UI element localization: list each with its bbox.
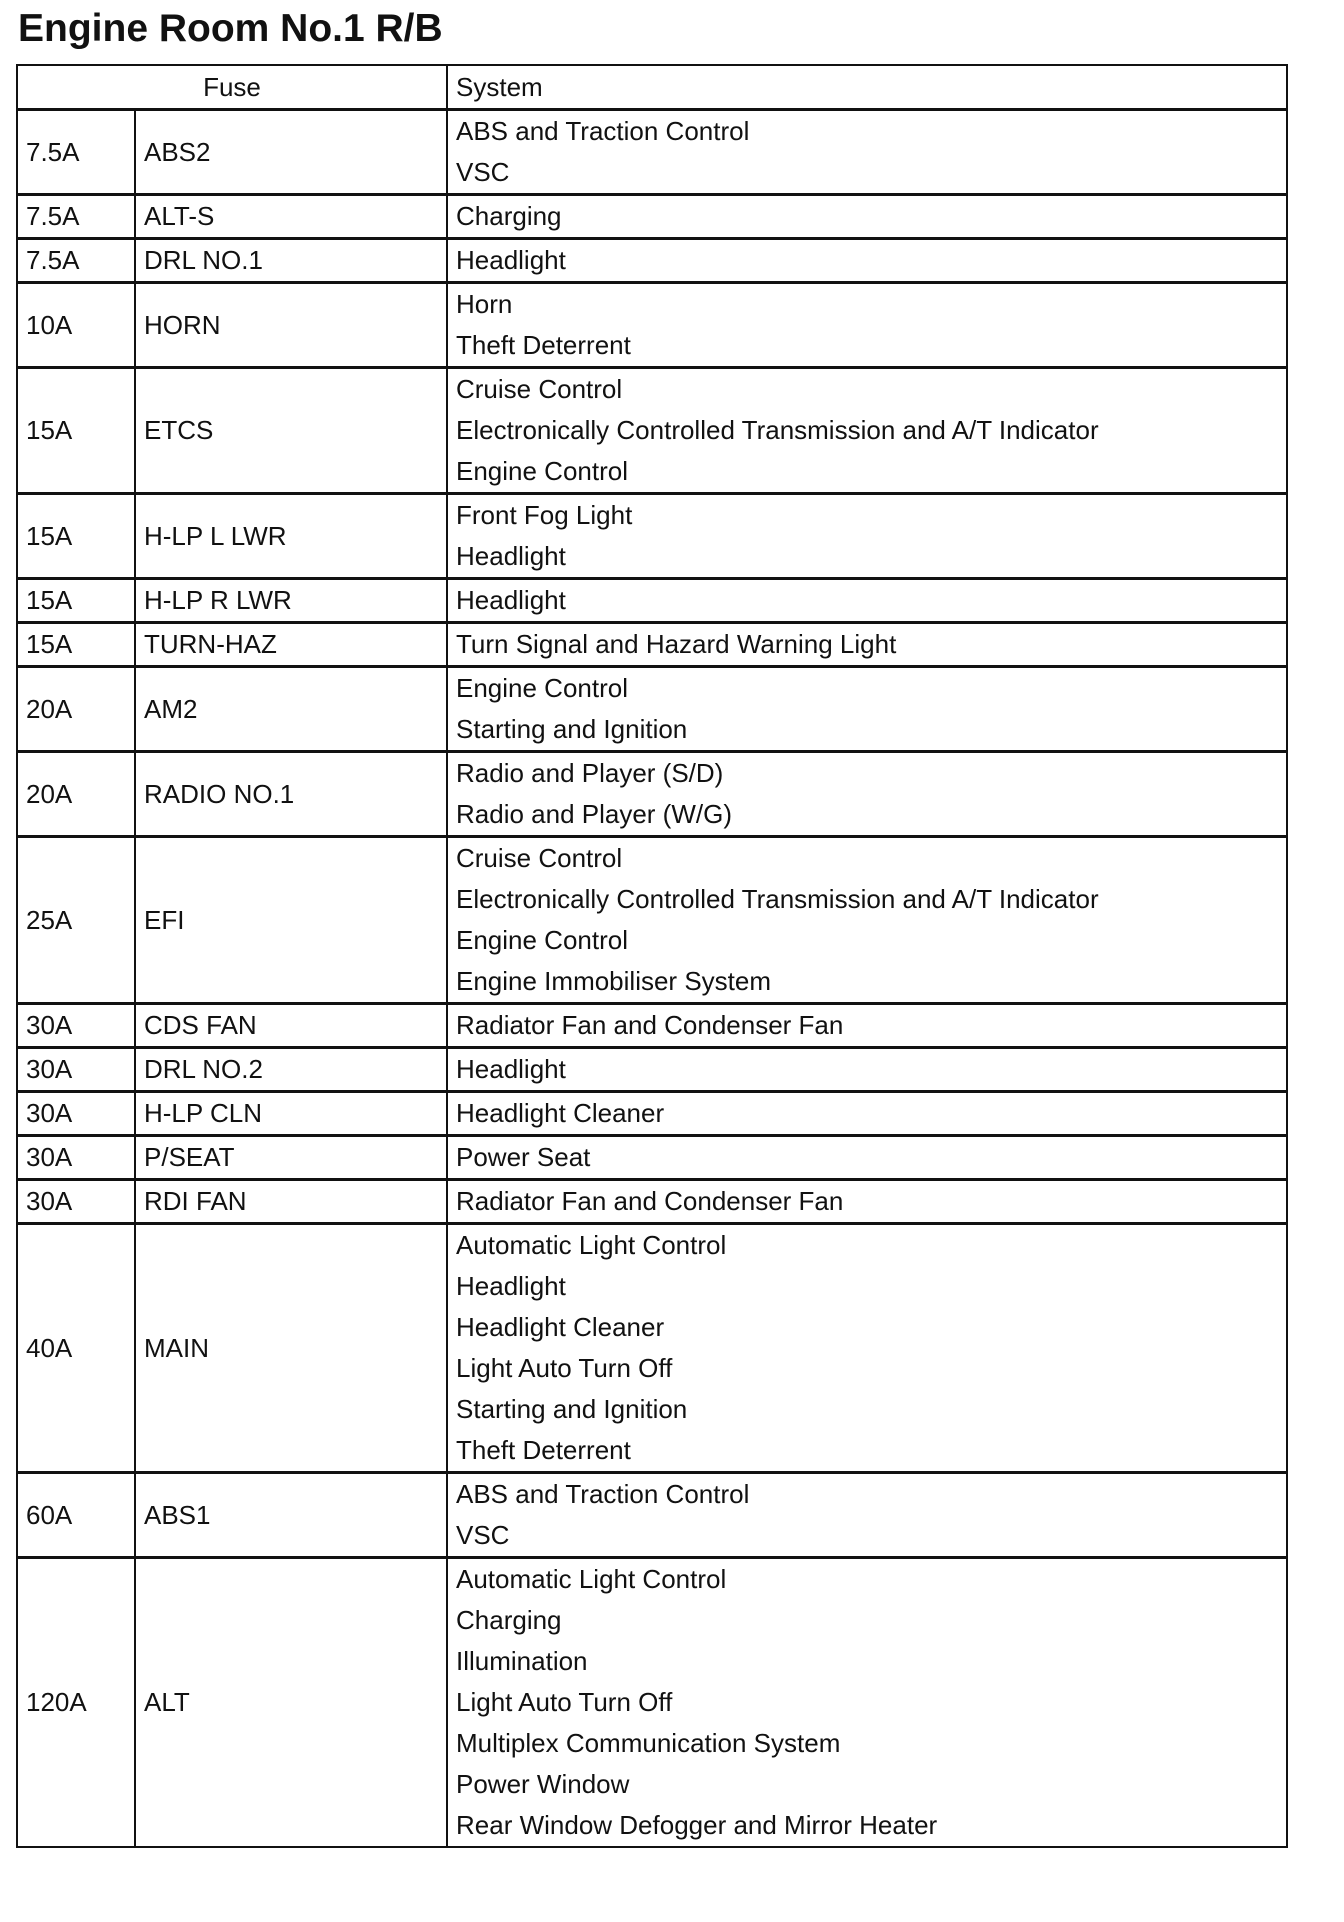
system-item: Horn	[456, 289, 513, 319]
table-row	[17, 239, 1287, 283]
system-list	[447, 110, 1287, 195]
table-row	[17, 110, 1287, 195]
system-item: Automatic Light Control	[456, 1230, 727, 1260]
system-list	[447, 1180, 1287, 1224]
system-item: Electronically Controlled Transmission and A/T Indicator	[456, 415, 1099, 445]
table-row	[17, 195, 1287, 239]
system-item: Turn Signal and Hazard Warning Light	[456, 629, 897, 659]
system-item: Starting and Ignition	[456, 1394, 688, 1424]
system-item: Multiplex Communication System	[456, 1728, 841, 1758]
fuse-name: H-LP R LWR	[135, 579, 447, 623]
system-item: Illumination	[456, 1646, 588, 1676]
system-item: Headlight	[456, 1271, 566, 1301]
header-fuse: Fuse	[17, 65, 447, 110]
table-row	[17, 667, 1287, 752]
system-list	[447, 1224, 1287, 1473]
fuse-rating: 7.5A	[17, 110, 135, 195]
fuse-rating: 7.5A	[17, 239, 135, 283]
table-row	[17, 494, 1287, 579]
system-list	[447, 239, 1287, 283]
system-item: Cruise Control	[456, 374, 623, 404]
fuse-rating: 7.5A	[17, 195, 135, 239]
table-row	[17, 1224, 1287, 1473]
system-item: Radio and Player (S/D)	[456, 758, 724, 788]
table-row	[17, 579, 1287, 623]
fuse-name: ETCS	[135, 368, 447, 494]
fuse-name: CDS FAN	[135, 1004, 447, 1048]
system-list	[447, 283, 1287, 368]
system-item: Headlight	[456, 1054, 566, 1084]
system-item: Charging	[456, 1605, 562, 1635]
fuse-rating: 60A	[17, 1473, 135, 1558]
system-item: Starting and Ignition	[456, 714, 688, 744]
fuse-name: P/SEAT	[135, 1136, 447, 1180]
fuse-table-body	[17, 110, 1287, 1848]
fuse-name: MAIN	[135, 1224, 447, 1473]
fuse-rating: 10A	[17, 283, 135, 368]
system-list	[447, 667, 1287, 752]
header-system: System	[447, 65, 1287, 110]
system-item: Radio and Player (W/G)	[456, 799, 732, 829]
table-row	[17, 283, 1287, 368]
system-item: Light Auto Turn Off	[456, 1687, 673, 1717]
system-item: ABS and Traction Control	[456, 116, 750, 146]
system-list	[447, 1558, 1287, 1848]
system-item: Engine Control	[456, 456, 628, 486]
system-list	[447, 1136, 1287, 1180]
system-item: Headlight	[456, 245, 566, 275]
fuse-name: RADIO NO.1	[135, 752, 447, 837]
fuse-name: EFI	[135, 837, 447, 1004]
fuse-name: HORN	[135, 283, 447, 368]
system-item: Theft Deterrent	[456, 330, 631, 360]
system-item: Power Window	[456, 1769, 630, 1799]
system-list	[447, 623, 1287, 667]
system-list	[447, 579, 1287, 623]
fuse-rating: 120A	[17, 1558, 135, 1848]
system-item: VSC	[456, 1520, 510, 1550]
fuse-rating: 15A	[17, 579, 135, 623]
system-item: Light Auto Turn Off	[456, 1353, 673, 1383]
system-list	[447, 837, 1287, 1004]
fuse-rating: 30A	[17, 1004, 135, 1048]
system-item: Headlight Cleaner	[456, 1312, 665, 1342]
fuse-name: H-LP CLN	[135, 1092, 447, 1136]
table-row	[17, 1473, 1287, 1558]
system-list	[447, 494, 1287, 579]
system-item: Cruise Control	[456, 843, 623, 873]
fuse-rating: 25A	[17, 837, 135, 1004]
fuse-rating: 15A	[17, 494, 135, 579]
system-item: Radiator Fan and Condenser Fan	[456, 1010, 844, 1040]
fuse-name: ABS2	[135, 110, 447, 195]
system-list	[447, 752, 1287, 837]
fuse-rating: 30A	[17, 1136, 135, 1180]
fuse-rating: 30A	[17, 1092, 135, 1136]
system-item: Front Fog Light	[456, 500, 633, 530]
fuse-rating: 20A	[17, 667, 135, 752]
table-row	[17, 1048, 1287, 1092]
system-list	[447, 1473, 1287, 1558]
table-row	[17, 1136, 1287, 1180]
fuse-name: AM2	[135, 667, 447, 752]
fuse-name: H-LP L LWR	[135, 494, 447, 579]
system-list	[447, 195, 1287, 239]
table-row	[17, 623, 1287, 667]
fuse-name: TURN-HAZ	[135, 623, 447, 667]
system-item: Headlight	[456, 585, 566, 615]
fuse-table	[16, 64, 1288, 1848]
fuse-rating: 30A	[17, 1048, 135, 1092]
table-row	[17, 752, 1287, 837]
table-row	[17, 1004, 1287, 1048]
table-row	[17, 1180, 1287, 1224]
fuse-rating: 40A	[17, 1224, 135, 1473]
fuse-rating: 20A	[17, 752, 135, 837]
fuse-rating: 15A	[17, 623, 135, 667]
fuse-name: RDI FAN	[135, 1180, 447, 1224]
system-item: Engine Control	[456, 673, 628, 703]
page-title: Engine Room No.1 R/B	[18, 7, 443, 50]
system-item: Power Seat	[456, 1142, 591, 1172]
fuse-name: ALT	[135, 1558, 447, 1848]
fuse-name: ALT-S	[135, 195, 447, 239]
system-item: Radiator Fan and Condenser Fan	[456, 1186, 844, 1216]
system-item: Headlight Cleaner	[456, 1098, 665, 1128]
system-item: ABS and Traction Control	[456, 1479, 750, 1509]
system-item: VSC	[456, 157, 510, 187]
fuse-name: DRL NO.2	[135, 1048, 447, 1092]
fuse-name: ABS1	[135, 1473, 447, 1558]
fuse-rating: 15A	[17, 368, 135, 494]
system-list	[447, 1092, 1287, 1136]
system-item: Automatic Light Control	[456, 1564, 727, 1594]
system-item: Electronically Controlled Transmission and A/T Indicator	[456, 884, 1099, 914]
system-list	[447, 368, 1287, 494]
table-row	[17, 837, 1287, 1004]
system-item: Engine Control	[456, 925, 628, 955]
system-list	[447, 1004, 1287, 1048]
table-row	[17, 1558, 1287, 1848]
system-item: Headlight	[456, 541, 566, 571]
system-list	[447, 1048, 1287, 1092]
table-row	[17, 368, 1287, 494]
system-item: Rear Window Defogger and Mirror Heater	[456, 1810, 938, 1840]
system-item: Theft Deterrent	[456, 1435, 631, 1465]
header-row	[17, 65, 1287, 110]
system-item: Engine Immobiliser System	[456, 966, 771, 996]
fuse-name: DRL NO.1	[135, 239, 447, 283]
system-item: Charging	[456, 201, 562, 231]
fuse-rating: 30A	[17, 1180, 135, 1224]
table-row	[17, 1092, 1287, 1136]
